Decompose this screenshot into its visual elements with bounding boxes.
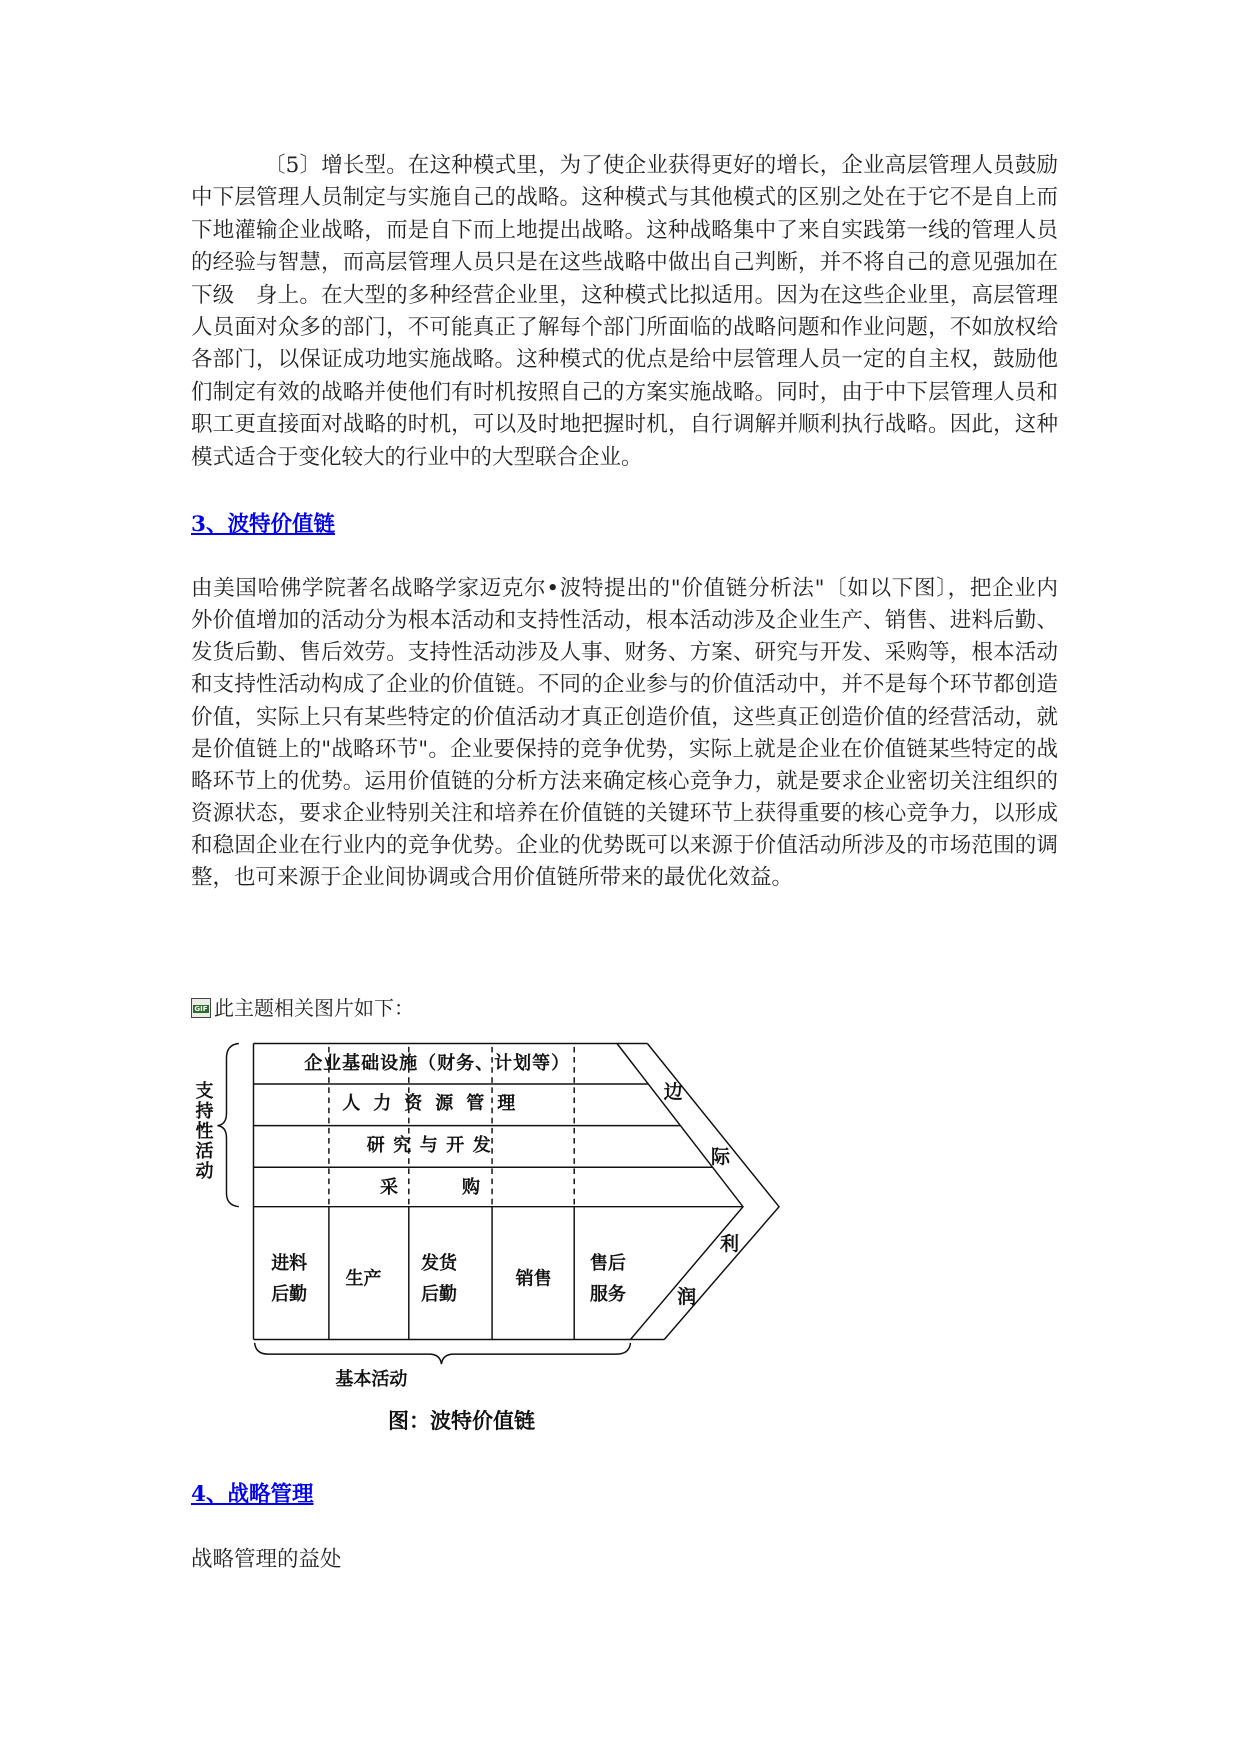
- paragraph-line: 人员面对众多的部门，不可能真正了解每个部门所面临的战略问题和作业问题，不如放权给: [191, 314, 1058, 340]
- support-row-infrastructure: 企业基础设施（财务、计划等）: [304, 1052, 571, 1074]
- diagram-caption: 图：波特价值链: [388, 1408, 535, 1433]
- primary-activity-service: [590, 1248, 626, 1310]
- paragraph-growth-model: [191, 150, 1058, 474]
- section-heading-strategic-management-link[interactable]: 4、战略管理: [191, 1482, 314, 1507]
- margin-char: 润: [677, 1285, 697, 1308]
- primary-activity-line: 后勤: [271, 1283, 308, 1305]
- support-brace: [217, 1044, 238, 1207]
- paragraph-line: 们制定有效的战略并使他们有时机按照自己的方案实施战略。同时，由于中下层管理人员和: [191, 379, 1058, 405]
- paragraph-line: 各部门，以保证成功地实施战略。这种模式的优点是给中层管理人员一定的自主权，鼓励他: [191, 347, 1058, 373]
- primary-activities-label: 基本活动: [335, 1369, 408, 1391]
- margin-char: 边: [663, 1080, 683, 1103]
- paragraph-line: 价值，实际上只有某些特定的价值活动才真正创造价值，这些真正创造价值的经营活动，就: [191, 704, 1058, 730]
- primary-activity-line: 生产: [345, 1268, 382, 1290]
- paragraph-value-chain: [191, 573, 1058, 894]
- primary-activity-line: 进料: [271, 1252, 308, 1274]
- paragraph-line: 是价值链上的"战略环节"。企业要保持的竞争优势，实际上就是企业在价值链某些特定的战: [191, 736, 1058, 762]
- support-row-rnd: 研究与开发: [366, 1135, 500, 1156]
- paragraph-line: 的经验与智慧，而高层管理人员只是在这些战略中做出自己判断，并不将自己的意见强加在: [191, 250, 1058, 276]
- margin-char: 际: [710, 1146, 731, 1169]
- gif-icon: [191, 998, 211, 1018]
- paragraph-line: 〔5〕增长型。在这种模式里，为了使企业获得更好的增长，企业高层管理人员鼓励: [264, 153, 1058, 178]
- support-row-hr: 人力资源管理: [342, 1093, 529, 1115]
- primary-activity-line: 服务: [589, 1283, 626, 1305]
- paragraph-line: 资源状态，要求企业特别关注和培养在价值链的关键环节上获得重要的核心竞争力，以形成: [191, 800, 1058, 826]
- primary-activity-line: 销售: [515, 1268, 552, 1290]
- primary-activity-line: 售后: [589, 1252, 626, 1274]
- paragraph-line: 发货后勤、售后效劳。支持性活动涉及人事、财务、方案、研究与开发、采购等，根本活动: [191, 640, 1058, 666]
- primary-activity-line: 后勤: [421, 1283, 457, 1305]
- image-caption: [191, 992, 414, 1024]
- paragraph-line: 和稳固企业在行业内的竞争优势。企业的优势既可以来源于价值活动所涉及的市场范围的调: [191, 833, 1058, 859]
- paragraph-line: 整，也可来源于企业间协调或合用价值链所带来的最优化效益。: [191, 865, 794, 891]
- support-row-procurement: 采购: [380, 1176, 544, 1198]
- paragraph-line: 由美国哈佛学院著名战略学家迈克尔•波特提出的"价值链分析法"〔如以下图〕，把企业内: [191, 576, 1058, 601]
- paragraph-line: 中下层管理人员制定与实施自己的战略。这种模式与其他模式的区别之处在于它不是自上而: [191, 185, 1058, 211]
- paragraph-line: 下地灌输企业战略，而是自下而上地提出战略。这种战略集中了来自实践第一线的管理人员: [191, 217, 1058, 243]
- primary-activity-inbound-logistics: [271, 1248, 307, 1310]
- margin-char: 利: [719, 1232, 740, 1255]
- primary-activity-sales: [516, 1263, 552, 1294]
- paragraph-line: 略环节上的优势。运用价值链的分析方法来确定核心竞争力，就是要求企业密切关注组织的: [191, 768, 1058, 794]
- value-chain-diagram: [180, 1030, 794, 1452]
- section-heading-value-chain-link[interactable]: 3、波特价值链: [191, 512, 335, 537]
- paragraph-line: 外价值增加的活动分为根本活动和支持性活动，根本活动涉及企业生产、销售、进料后勤、: [191, 608, 1058, 634]
- paragraph-line: 职工更直接面对战略的时机，可以及时地把握时机，自行调解并顺利执行战略。因此，这种: [191, 412, 1058, 438]
- image-caption-text: 此主题相关图片如下：: [214, 996, 414, 1020]
- gif-icon-label: GIF: [194, 1005, 208, 1013]
- primary-brace: [255, 1343, 631, 1364]
- paragraph-line: 模式适合于变化较大的行业中的大型联合企业。: [191, 444, 643, 470]
- strategic-management-benefits-line: 战略管理的益处: [191, 1547, 342, 1572]
- paragraph-line: 和支持性活动构成了企业的价值链。不同的企业参与的价值活动中，并不是每个环节都创造: [191, 672, 1058, 698]
- paragraph-line: 下级 身上。在大型的多种经营企业里，这种模式比拟适用。因为在这些企业里，高层管理: [191, 282, 1058, 308]
- primary-activity-line: 发货: [421, 1252, 457, 1274]
- primary-activity-outbound-logistics: [421, 1248, 457, 1310]
- primary-activity-operations: [346, 1263, 382, 1294]
- support-activities-label: 支持性活动: [192, 1081, 214, 1181]
